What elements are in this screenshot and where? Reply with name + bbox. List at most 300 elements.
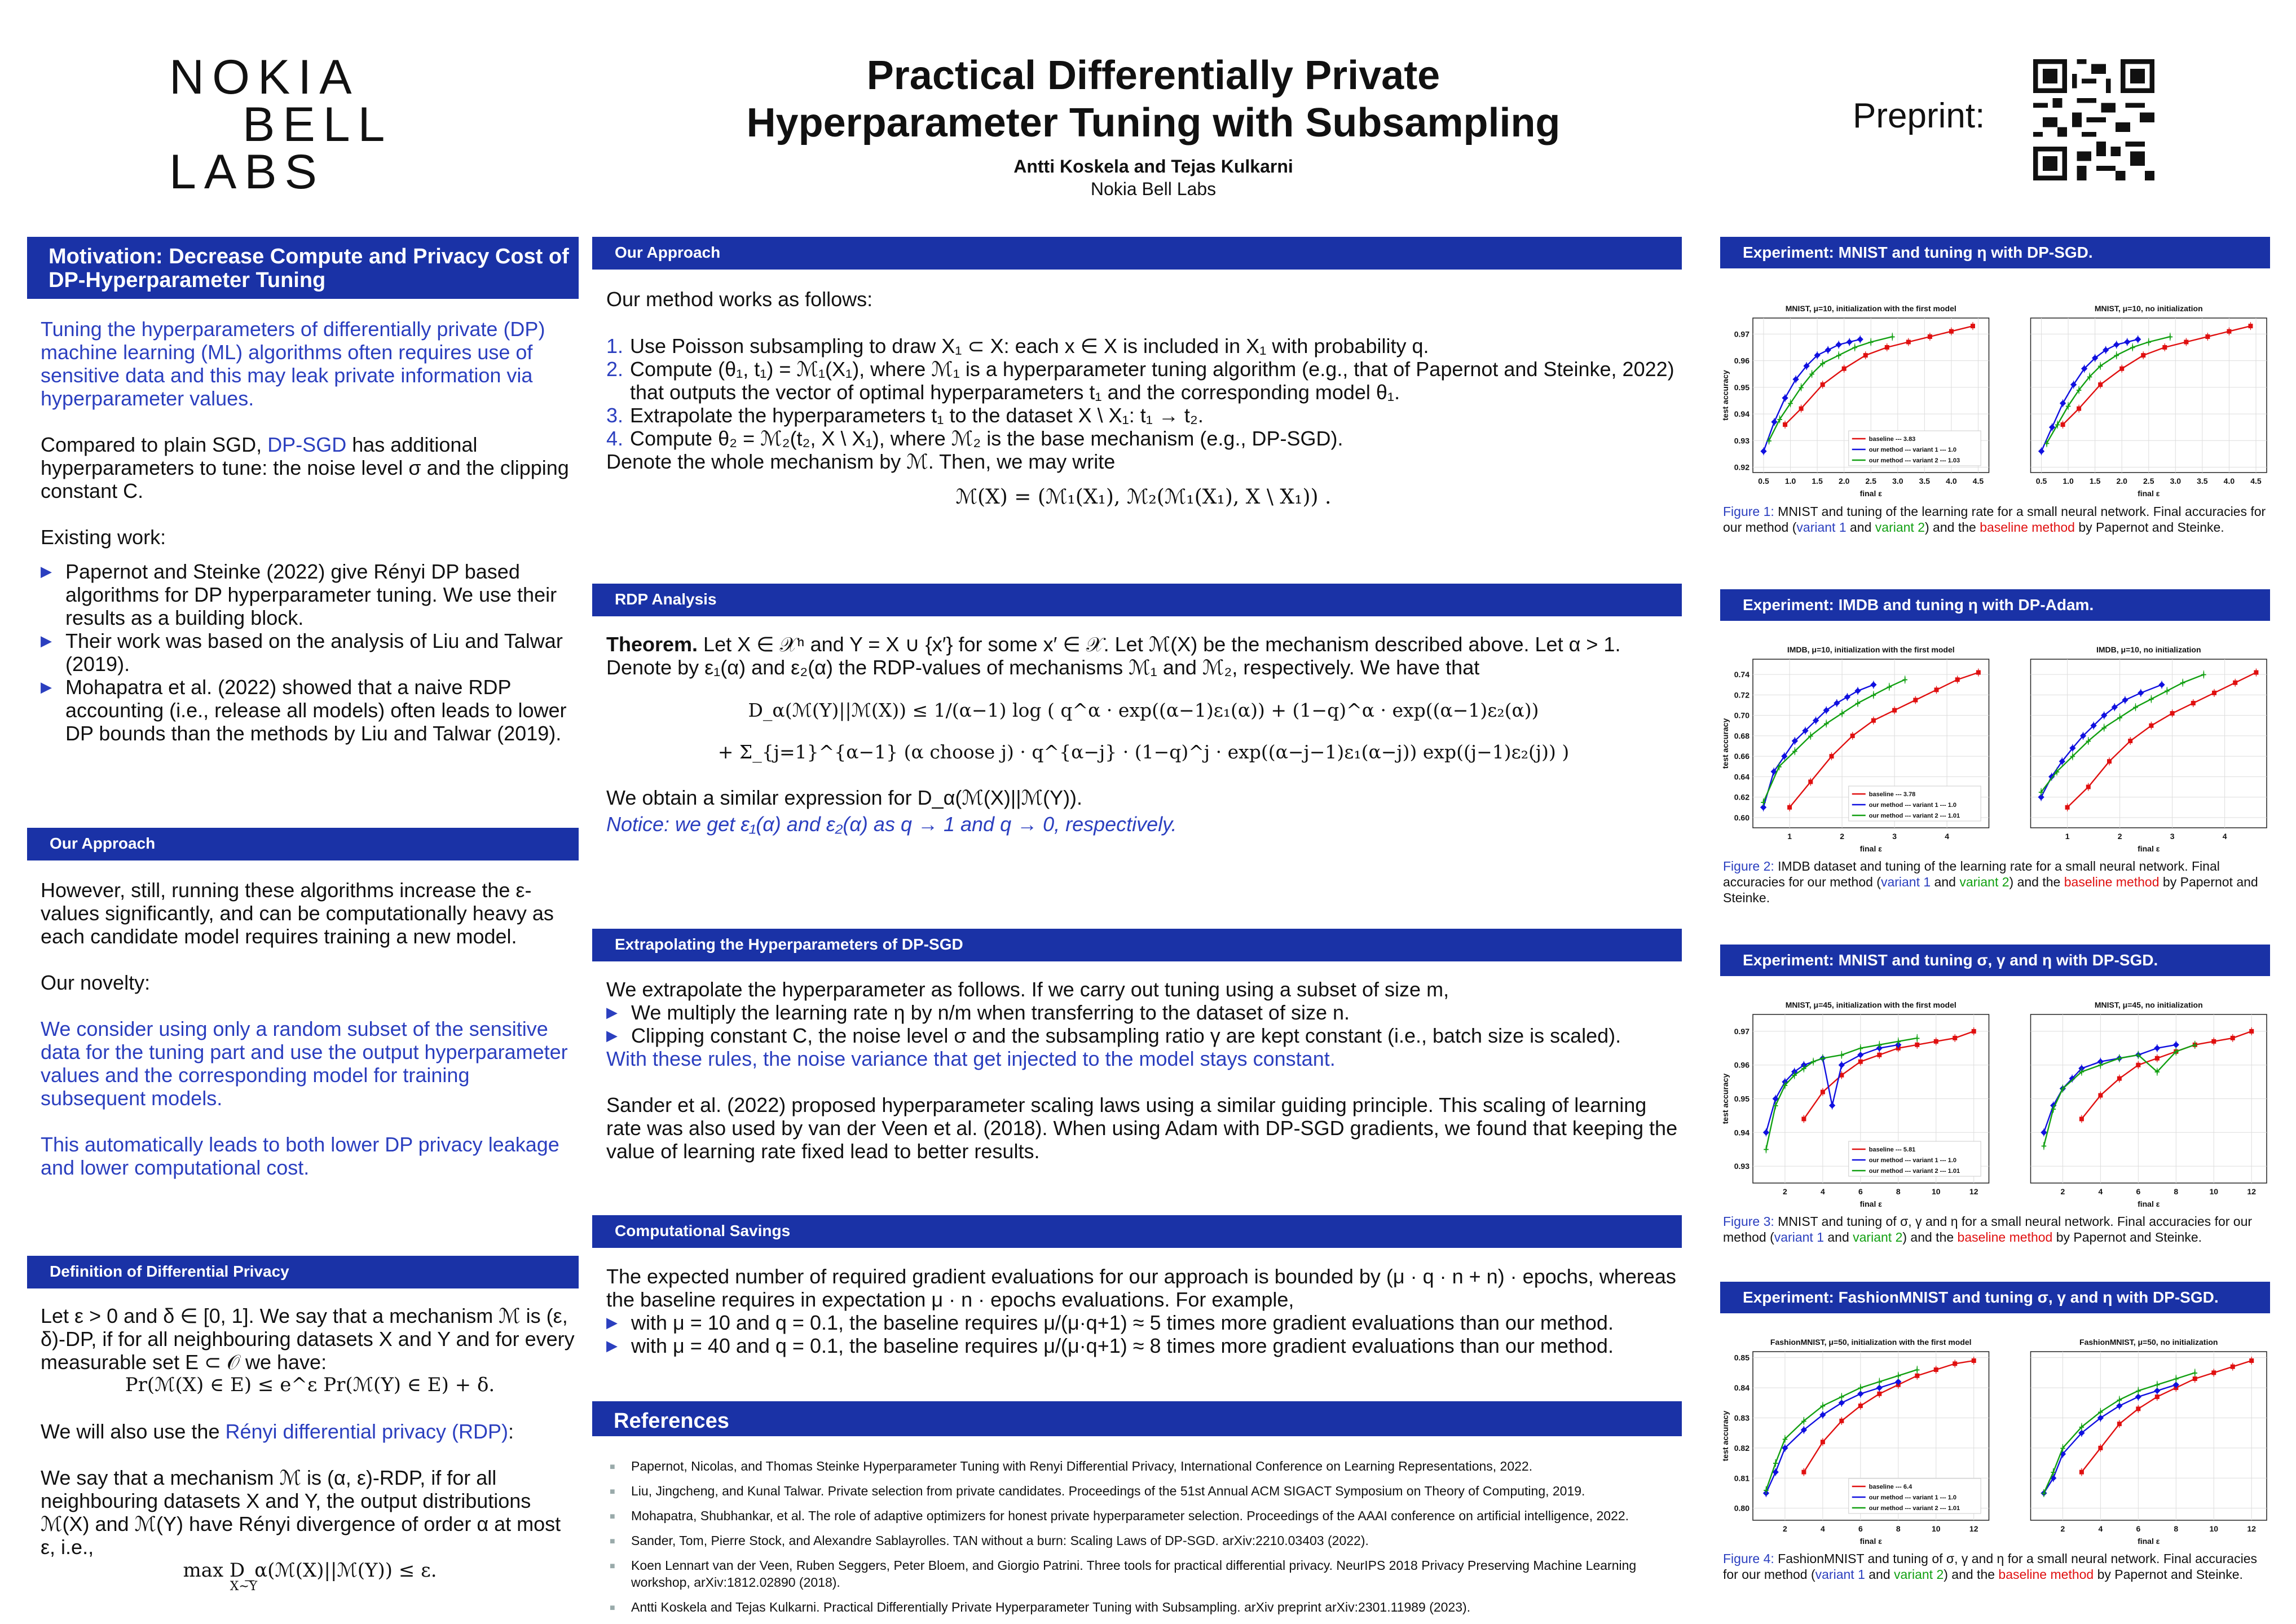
data-point: + <box>2180 677 2186 689</box>
data-point <box>1821 1440 1825 1444</box>
y-axis-label: test accuracy <box>1721 1410 1730 1462</box>
chart-title: FashionMNIST, μ=50, no initialization <box>2079 1338 2218 1347</box>
data-point <box>2191 701 2196 705</box>
chart-imdb-eta <box>1720 640 2270 857</box>
approach-steps <box>606 334 1681 450</box>
data-point: + <box>1819 1053 1826 1064</box>
data-point <box>1858 1404 1863 1408</box>
data-point: + <box>1809 369 1815 380</box>
data-point: + <box>2148 694 2154 705</box>
chart-title: MNIST, μ=10, initialization with the first model <box>1785 304 1956 313</box>
data-point <box>2249 1358 2254 1363</box>
x-tick-label: 4.0 <box>2223 476 2235 486</box>
y-tick-label: 0.95 <box>1734 1094 1749 1104</box>
data-point: + <box>1791 1070 1797 1081</box>
x-axis-label: final ε <box>1859 1199 1882 1208</box>
data-point <box>1906 340 1911 345</box>
references-header: References <box>592 1401 1682 1436</box>
y-tick-label: 0.60 <box>1734 813 1749 822</box>
data-point <box>2098 1446 2103 1450</box>
data-point <box>2136 1063 2140 1067</box>
x-axis-label: final ε <box>2138 1537 2160 1546</box>
data-point <box>2098 1093 2103 1098</box>
figure-1-caption: Figure 1: MNIST and tuning of the learning rate for a small neural network. Final accuracies for our method (variant 1 and variant 2) and the baseline method by Papernot and Steinke. <box>1723 504 2266 535</box>
data-point: + <box>1798 382 1804 393</box>
title-line-2: Hyperparameter Tuning with Subsampling <box>746 100 1561 145</box>
chart-fashionmnist-sigma-gamma-eta <box>1720 1332 2270 1550</box>
extrapolating-intro: We extrapolate the hyperparameter as follows. If we carry out tuning using a subset of size m, <box>606 978 1449 1001</box>
data-point <box>1972 1029 1976 1034</box>
data-point <box>2233 681 2237 685</box>
data-point: + <box>1895 1370 1901 1382</box>
y-tick-label: 0.94 <box>1734 1128 1749 1137</box>
x-axis-label: final ε <box>2138 489 2160 498</box>
x-tick-label: 2 <box>2060 1524 2065 1533</box>
experiment-header-3: Experiment: MNIST and tuning σ, γ and η with DP-SGD. <box>1720 945 2270 976</box>
x-tick-label: 2 <box>1783 1187 1787 1196</box>
x-tick-label: 4 <box>1820 1524 1825 1533</box>
reference-item: ■ Papernot, Nicolas, and Thomas Steinke Hyperparameter Tuning with Renyi Differential Privacy, International Conference on Learning Representations, 2022. <box>606 1458 1681 1475</box>
list-item: 1. Use Poisson subsampling to draw X₁ ⊂ X: each x ∈ X is included in X₁ with probability q. <box>606 334 1429 358</box>
extrapolating-paragraph: Sander et al. (2022) proposed hyperparameter scaling laws using a similar guiding principle. This scaling of learning rate was also used by van der Veen et al. (2018). When using Adam with DP-SGD gradients, we found that keeping the value of learning rate fixed lead to better results. <box>606 1093 1678 1163</box>
reference-item: ■ Mohapatra, Shubhankar, et al. The role of adaptive optimizers for honest private hyperparameter selection. Proceedings of the AAAI conference on artificial intelligence, 2022. <box>606 1507 1681 1524</box>
list-item: ▶ Clipping constant C, the noise level σ and the subsampling ratio γ are kept constant (i.e., batch size is scaled). <box>606 1024 1681 1047</box>
existing-work-label: Existing work: <box>41 526 166 549</box>
data-point <box>1863 353 1868 358</box>
data-point <box>1877 1053 1881 1057</box>
data-point <box>1955 677 1960 682</box>
notice-text: Notice: we get ε₁(α) and ε₂(α) as q → 1 and q → 0, respectively. <box>606 813 1177 836</box>
theorem-text: Theorem. Let X ∈ 𝒳ⁿ and Y = X ∪ {x′} for some x′ ∈ 𝒳. Let ℳ(X) be the mechanism described above. Let α > 1. Denote by ε₁(α) and ε₂(α) the RDP-values of mechanisms ℳ₁ and ℳ₂, respectively. We have that <box>606 633 1621 679</box>
y-tick-label: 0.80 <box>1734 1503 1749 1513</box>
data-point: + <box>2201 669 2207 681</box>
data-point: + <box>2078 1422 2085 1433</box>
data-point: + <box>1773 1458 1779 1469</box>
data-point: + <box>2050 1467 2056 1478</box>
data-point <box>2117 1076 2122 1081</box>
computational-savings-header: Computational Savings <box>592 1215 1682 1248</box>
list-item: ▶ with μ = 40 and q = 0.1, the baseline requires μ/(μ·q+1) ≈ 8 times more gradient evaluations than our method. <box>606 1334 1681 1357</box>
y-tick-label: 0.97 <box>1734 1026 1749 1036</box>
motivation-body <box>41 317 579 745</box>
data-point <box>1858 1060 1863 1064</box>
x-tick-label: 1.5 <box>1812 476 1823 486</box>
data-point: + <box>2192 1367 2198 1379</box>
experiment-header-4: Experiment: FashionMNIST and tuning σ, γ and η with DP-SGD. <box>1720 1282 2270 1313</box>
data-point <box>2211 1370 2216 1375</box>
data-point: + <box>2113 350 2119 361</box>
data-point: + <box>1876 1039 1883 1051</box>
data-point: + <box>1801 1063 1807 1074</box>
data-point <box>1877 1392 1881 1396</box>
qr-code-icon[interactable] <box>2030 59 2157 180</box>
y-axis-label: test accuracy <box>1721 718 1730 769</box>
figure-1 <box>1720 299 2270 502</box>
y-tick-label: 0.82 <box>1734 1443 1749 1453</box>
y-tick-label: 0.81 <box>1734 1473 1749 1483</box>
data-point: + <box>2060 1083 2066 1095</box>
data-point <box>1953 1361 1957 1366</box>
y-tick-label: 0.72 <box>1734 690 1749 700</box>
x-tick-label: 10 <box>2209 1187 2219 1196</box>
theorem-formula-line-2: + Σ_{j=1}^{α−1} (α choose j) · q^{α−j} · (1−q)^j · exp((α−j−1)ε₁(α−j)) exp((j−1)ε₂(j)) ) <box>717 741 1570 763</box>
savings-paragraph: The expected number of required gradient evaluations for our approach is bounded by (μ · q · n + n) · epochs, whereas the baseline requires in expectation μ · n · epochs evaluations. For example, <box>606 1265 1676 1311</box>
references-list <box>606 1458 1681 1623</box>
y-tick-label: 0.68 <box>1734 731 1749 740</box>
data-point: + <box>1810 1056 1817 1067</box>
existing-work-list <box>41 560 579 745</box>
motivation-header: Motivation: Decrease Compute and Privacy Cost of DP-Hyperparameter Tuning <box>27 237 579 299</box>
rdp-analysis-body <box>606 633 1681 836</box>
data-point: + <box>1776 761 1782 773</box>
x-tick-label: 3.0 <box>2170 476 2182 486</box>
legend-label: our method --- variant 1 --- 1.0 <box>1868 802 1957 809</box>
dp-sgd-link[interactable]: DP-SGD <box>267 433 347 456</box>
y-tick-label: 0.96 <box>1734 356 1749 365</box>
chart-mnist-sigma-gamma-eta <box>1720 995 2270 1212</box>
x-axis-label: final ε <box>2138 1199 2160 1208</box>
data-point <box>2128 739 2132 743</box>
y-tick-label: 0.93 <box>1734 1162 1749 1171</box>
y-tick-label: 0.92 <box>1734 462 1749 472</box>
experiment-header-1: Experiment: MNIST and tuning η with DP-SGD. <box>1720 237 2270 268</box>
figure-3-caption: Figure 3: MNIST and tuning of σ, γ and η for a small neural network. Final accuracies for our method (variant 1 and variant 2) and the baseline method by Papernot and Steinke. <box>1723 1214 2253 1245</box>
data-point: + <box>2038 787 2044 798</box>
logo-line-3: LABS <box>169 145 325 199</box>
plot-frame <box>2031 1352 2267 1520</box>
x-tick-label: 3.5 <box>1919 476 1931 486</box>
data-point: + <box>2116 1394 2122 1406</box>
data-point: + <box>2085 735 2091 747</box>
x-tick-label: 4.0 <box>1946 476 1957 486</box>
authors: Antti Koskela and Tejas Kulkarni <box>1013 156 1293 176</box>
x-tick-label: 4.5 <box>1972 476 1984 486</box>
x-tick-label: 3 <box>1892 832 1897 841</box>
y-tick-label: 0.74 <box>1734 670 1749 679</box>
novelty-label: Our novelty: <box>41 971 151 994</box>
x-axis-label: final ε <box>1859 844 1882 853</box>
rdp-definition-text: We say that a mechanism ℳ is (α, ε)-RDP, if for all neighbouring datasets X and Y, the output distributions ℳ(X) and ℳ(Y) have Rényi divergence of order α at most ε, i.e., <box>41 1466 561 1559</box>
y-tick-label: 0.97 <box>1734 329 1749 339</box>
x-tick-label: 2 <box>1840 832 1844 841</box>
data-point <box>1892 708 1897 713</box>
data-point <box>2162 345 2167 350</box>
extrapolating-header: Extrapolating the Hyperparameters of DP-SGD <box>592 929 1682 961</box>
x-tick-label: 4.5 <box>2250 476 2262 486</box>
experiment-header-2: Experiment: IMDB and tuning η with DP-Adam. <box>1720 589 2270 621</box>
data-point <box>1885 345 1889 350</box>
legend-label: our method --- variant 1 --- 1.0 <box>1868 1157 1957 1164</box>
data-point: + <box>2041 1488 2047 1499</box>
extrapolating-body <box>606 978 1681 1163</box>
data-point <box>1839 1419 1844 1423</box>
data-point: + <box>1902 674 1908 686</box>
data-point: + <box>1895 1036 1901 1047</box>
data-point: + <box>2116 1053 2122 1064</box>
x-tick-label: 3.5 <box>2197 476 2208 486</box>
x-tick-label: 6 <box>1858 1187 1863 1196</box>
figure-4 <box>1720 1332 2270 1550</box>
data-point <box>1787 805 1792 810</box>
x-tick-label: 8 <box>1896 1524 1901 1533</box>
data-point <box>2231 1365 2235 1369</box>
x-tick-label: 6 <box>2136 1524 2141 1533</box>
data-point <box>1830 754 1834 758</box>
data-point <box>2098 382 2103 387</box>
y-tick-label: 0.96 <box>1734 1060 1749 1070</box>
data-point: + <box>2173 1374 2179 1385</box>
data-point: + <box>1777 414 1783 425</box>
data-point <box>2141 353 2145 358</box>
data-point <box>1783 422 1787 427</box>
data-point <box>2117 1422 2122 1426</box>
legend-label: our method --- variant 2 --- 1.03 <box>1868 457 1960 464</box>
figure-3 <box>1720 995 2270 1212</box>
data-point: + <box>1801 1415 1807 1427</box>
data-point: + <box>1766 435 1772 447</box>
figure-2 <box>1720 640 2270 857</box>
data-point: + <box>1808 730 1814 742</box>
data-point <box>2107 759 2112 764</box>
data-point: + <box>1886 681 1892 692</box>
extrapolating-note: With these rules, the noise variance that get injected to the model stays constant. <box>606 1047 1336 1070</box>
compared-paragraph: Compared to plain SGD, DP-SGD has additional hyperparameters to tune: the noise level σ and the clipping constant C. <box>41 433 569 502</box>
reference-item: ■ Liu, Jingcheng, and Kunal Talwar. Private selection from private candidates. Proceedings of the 51st Annual ACM SIGACT Symposium on Theory of Computing, 2019. <box>606 1482 1681 1499</box>
data-point <box>2211 1039 2216 1044</box>
data-point: + <box>1870 690 1876 701</box>
x-tick-label: 0.5 <box>1758 476 1769 486</box>
reference-item: ■ Antti Koskela and Tejas Kulkarni. Practical Differentially Private Hyperparameter Tuning with Subsampling. arXiv preprint arXiv:2301.11989 (2023). <box>606 1599 1681 1616</box>
nokia-bell-labs-logo <box>169 50 429 199</box>
data-point <box>1801 1470 1806 1475</box>
x-tick-label: 8 <box>2174 1524 2179 1533</box>
data-point <box>2119 367 2124 371</box>
data-point <box>2212 691 2216 695</box>
data-point: + <box>2097 1406 2104 1418</box>
data-point: + <box>1763 1144 1769 1155</box>
data-point <box>1971 324 1975 328</box>
logo-line-2: BELL <box>243 98 393 152</box>
x-tick-label: 10 <box>1931 1187 1941 1196</box>
data-point <box>1949 329 1954 334</box>
list-item: 3. Extrapolate the hyperparameters t₁ to the dataset X \ X₁: t₁ → t₂. <box>606 404 1204 427</box>
left-approach-header: Our Approach <box>27 828 579 860</box>
dp-formula: Pr(ℳ(X) ∈ E) ≤ e^ε Pr(ℳ(Y) ∈ E) + δ. <box>125 1374 495 1396</box>
chart-title: MNIST, μ=45, no initialization <box>2094 1000 2203 1009</box>
reference-item: ■ Sander, Tom, Pierre Stock, and Alexandre Sablayrolles. TAN without a burn: Scaling Laws of DP-SGD. arXiv:2210.03403 (2022). <box>606 1532 1681 1549</box>
preprint-label: Preprint: <box>1853 96 1985 135</box>
x-tick-label: 8 <box>2174 1187 2179 1196</box>
data-point: + <box>2173 1046 2179 1057</box>
data-point: + <box>2130 342 2136 353</box>
list-item: ▶ Their work was based on the analysis of Liu and Talwar (2019). <box>41 629 579 676</box>
data-point: + <box>2154 1066 2160 1078</box>
legend-label: baseline --- 3.83 <box>1868 436 1916 443</box>
x-tick-label: 2 <box>2117 832 2122 841</box>
data-point <box>2170 711 2175 716</box>
data-point: + <box>1792 746 1798 757</box>
data-point: + <box>1914 1032 1920 1044</box>
data-point: + <box>1876 1376 1883 1388</box>
data-point: + <box>1819 1401 1826 1412</box>
data-point: + <box>2078 1066 2085 1078</box>
y-tick-label: 0.83 <box>1734 1413 1749 1423</box>
data-point: + <box>2069 751 2075 762</box>
x-tick-label: 1.5 <box>2089 476 2101 486</box>
y-tick-label: 0.94 <box>1734 409 1749 419</box>
x-tick-label: 4 <box>1820 1187 1825 1196</box>
data-point: + <box>2055 419 2061 430</box>
list-item: ▶ with μ = 10 and q = 0.1, the baseline requires μ/(μ·q+1) ≈ 5 times more gradient evaluations than our method. <box>606 1311 1681 1334</box>
data-point: + <box>1839 1392 1845 1403</box>
reference-item: ■ Koen Lennart van der Veen, Ruben Seggers, Peter Bloem, and Giorgio Patrini. Three tools for practical differential privacy. NeurIPS 2018 Privacy Preserving Machine Learning workshop, arXiv:1812.02890 (2018). <box>606 1557 1681 1591</box>
data-point <box>1934 687 1939 692</box>
data-point <box>2061 422 2065 427</box>
novelty-paragraph-1: We consider using only a random subset of the sensitive data for the tuning part and use the output hyperparameter values and the corresponding model for training subsequent models. <box>41 1017 568 1110</box>
x-tick-label: 2.0 <box>2116 476 2127 486</box>
list-item: 2. Compute (θ₁, t₁) = ℳ₁(X₁), where ℳ₁ is a hyperparameter tuning algorithm (e.g., that of Papernot and Steinke, 2022) that outputs the vector of optimal hyperparameters t₁ and the corresponding model θ₁. <box>606 358 1674 404</box>
data-point <box>2205 334 2210 339</box>
rdp-intro: We will also use the Rényi differential privacy (RDP): <box>41 1420 514 1443</box>
x-tick-label: 12 <box>2247 1187 2257 1196</box>
approach-paragraph: However, still, running these algorithms increase the ε-values significantly, and can be computationally heavy as each candidate model requires training a new model. <box>41 879 554 948</box>
x-tick-label: 4 <box>2222 832 2227 841</box>
x-tick-label: 6 <box>2136 1187 2141 1196</box>
data-point: + <box>2060 1442 2066 1454</box>
left-approach-body <box>41 879 579 1179</box>
x-axis-label: final ε <box>1859 489 1882 498</box>
data-point: + <box>1839 708 1845 720</box>
y-tick-label: 0.93 <box>1734 436 1749 445</box>
data-point <box>1913 698 1918 702</box>
dp-definition-text: Let ε > 0 and δ ∈ [0, 1]. We say that a mechanism ℳ is (ε, δ)-DP, if for all neighbouring datasets X and Y and for every measurable set E ⊂ 𝒪 we have: <box>41 1304 575 1374</box>
x-tick-label: 12 <box>1969 1187 1978 1196</box>
legend-label: our method --- variant 1 --- 1.0 <box>1868 447 1957 453</box>
data-point <box>2079 1470 2084 1475</box>
rdp-link[interactable]: Rényi differential privacy (RDP) <box>225 1420 508 1443</box>
data-point <box>2155 1394 2160 1399</box>
x-tick-label: 2 <box>2060 1187 2065 1196</box>
data-point: + <box>2135 1049 2141 1061</box>
data-point: + <box>2154 1379 2160 1391</box>
rdp-analysis-header: RDP Analysis <box>592 584 1682 616</box>
x-axis-label: final ε <box>1859 1537 1882 1546</box>
data-point <box>2077 407 2081 411</box>
chart-title: FashionMNIST, μ=50, initialization with the first model <box>1770 1338 1972 1347</box>
x-tick-label: 12 <box>1969 1524 1978 1533</box>
data-point <box>2065 805 2070 810</box>
data-point: + <box>1857 1383 1863 1394</box>
legend-label: our method --- variant 2 --- 1.01 <box>1868 813 1960 819</box>
data-point <box>1976 670 1981 675</box>
x-tick-label: 12 <box>2247 1524 2257 1533</box>
y-tick-label: 0.84 <box>1734 1383 1749 1393</box>
data-point: + <box>1836 350 1842 361</box>
poster-title <box>620 52 1686 147</box>
data-point: + <box>2145 337 2152 348</box>
data-point: + <box>2097 1060 2104 1071</box>
data-point <box>2248 324 2253 328</box>
data-point: + <box>1782 1433 1788 1445</box>
x-tick-label: 10 <box>1931 1524 1941 1533</box>
chart-mnist-eta-init <box>1720 299 2270 502</box>
data-point <box>1842 367 1847 371</box>
legend-label: baseline --- 6.4 <box>1868 1484 1912 1490</box>
data-point <box>1972 1358 1976 1363</box>
chart-title: IMDB, μ=10, initialization with the first model <box>1787 645 1955 654</box>
y-tick-label: 0.95 <box>1734 382 1749 392</box>
extrapolating-rules <box>606 1001 1681 1047</box>
data-point <box>1821 382 1825 387</box>
data-point: + <box>2101 722 2107 734</box>
data-point <box>2184 340 2188 345</box>
data-point: + <box>2041 1141 2047 1152</box>
approach-header: Our Approach <box>592 237 1682 270</box>
data-point: + <box>2054 766 2060 778</box>
data-point: + <box>1782 1080 1788 1091</box>
figure-2-caption: Figure 2: IMDB dataset and tuning of the learning rate for a small neural network. Final accuracies for our method (variant 1 and variant 2) and the baseline method by Papernot and Steinke. <box>1723 859 2258 905</box>
list-item: ▶ We multiply the learning rate η by n/m when transferring to the dataset of size n. <box>606 1001 1681 1024</box>
data-point: + <box>2044 438 2050 449</box>
x-tick-label: 6 <box>1858 1524 1863 1533</box>
data-point: + <box>1914 1365 1920 1376</box>
data-point: + <box>1889 332 1896 343</box>
data-point: + <box>2087 371 2093 382</box>
list-item: 4. Compute θ₂ = ℳ₂(t₂, X \ X₁), where ℳ₂ is the base mechanism (e.g., DP-SGD). <box>606 427 1343 450</box>
data-point: + <box>1852 342 1858 353</box>
data-point: + <box>1855 698 1861 709</box>
data-point <box>1801 1116 1806 1121</box>
chart-title: MNIST, μ=45, initialization with the first model <box>1785 1000 1956 1009</box>
data-point: + <box>2065 400 2072 412</box>
x-tick-label: 8 <box>1896 1187 1901 1196</box>
data-point <box>1934 1039 1938 1044</box>
author-block <box>620 155 1686 200</box>
data-point <box>2254 670 2258 675</box>
data-point <box>2079 1116 2084 1121</box>
chart-title: MNIST, μ=10, no initialization <box>2094 304 2203 313</box>
data-point <box>1953 1036 1957 1040</box>
data-point: + <box>1839 1049 1845 1061</box>
data-point: + <box>1857 1043 1863 1054</box>
chart-title: IMDB, μ=10, no initialization <box>2096 645 2201 654</box>
data-point: + <box>2164 686 2170 697</box>
data-point <box>2227 329 2231 334</box>
data-point: + <box>1787 398 1793 409</box>
data-point <box>1871 718 1876 723</box>
data-point <box>1799 407 1804 411</box>
approach-intro: Our method works as follows: <box>606 288 873 311</box>
rdp-formula: max D_α(ℳ(X)||ℳ(Y)) ≤ ε. X∼Y <box>183 1559 437 1594</box>
x-tick-label: 4 <box>1945 832 1949 841</box>
x-tick-label: 2.5 <box>2143 476 2154 486</box>
y-axis-label: test accuracy <box>1721 1073 1730 1124</box>
data-point <box>2136 1406 2140 1411</box>
y-tick-label: 0.62 <box>1734 792 1749 802</box>
figure-4-caption: Figure 4: FashionMNIST and tuning of σ, γ and η for a small neural network. Final accuracies for our method (variant 1 and variant 2) and the baseline method by Papernot and Steinke. <box>1723 1551 2257 1582</box>
x-tick-label: 4 <box>2098 1524 2103 1533</box>
data-point: + <box>2135 1385 2141 1397</box>
approach-body <box>606 288 1681 509</box>
data-point <box>1850 734 1855 738</box>
data-point: + <box>2050 1104 2056 1115</box>
x-tick-label: 0.5 <box>2035 476 2047 486</box>
x-tick-label: 1 <box>1787 832 1792 841</box>
data-point <box>2231 1036 2235 1040</box>
dp-definition-header: Definition of Differential Privacy <box>27 1256 579 1288</box>
x-tick-label: 3 <box>2170 832 2175 841</box>
x-tick-label: 4 <box>2098 1187 2103 1196</box>
